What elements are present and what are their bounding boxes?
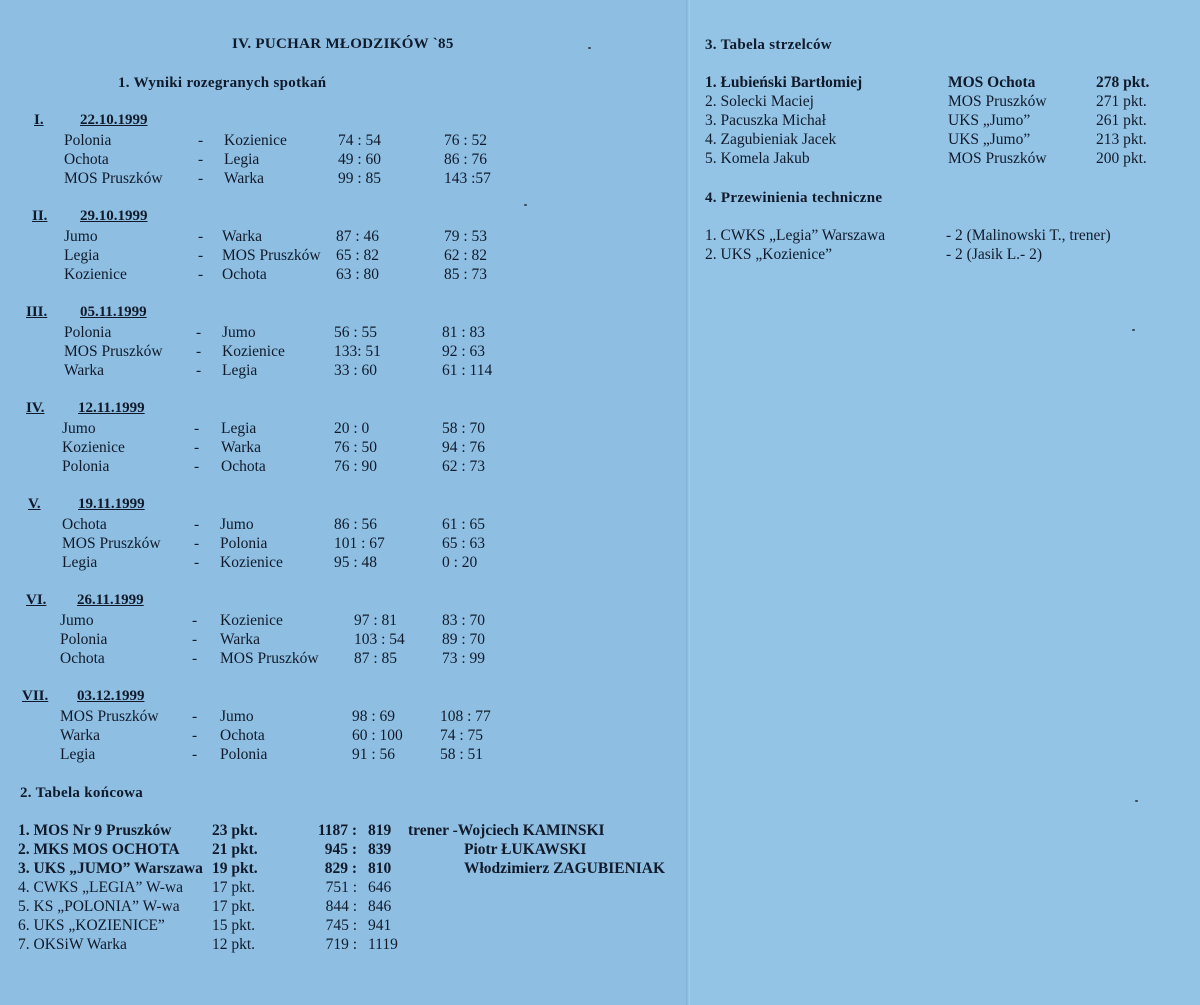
scorer-points: 200 pkt. xyxy=(1096,150,1147,167)
fouls-heading: 4. Przewinienia techniczne xyxy=(705,190,883,206)
scorer-club: MOS Pruszków xyxy=(948,93,1047,110)
match-score-first: 76 : 90 xyxy=(334,458,378,475)
standings-coach: Włodzimierz ZAGUBIENIAK xyxy=(464,860,666,877)
match-away-team: Kozienice xyxy=(220,612,283,629)
match-separator: - xyxy=(192,612,198,629)
match-away-team: Warka xyxy=(224,170,265,187)
standings-points: 17 pkt. xyxy=(212,879,256,896)
match-home-team: Jumo xyxy=(62,420,96,437)
round-date: 19.11.1999 xyxy=(78,496,145,512)
match-separator: - xyxy=(192,746,198,763)
match-away-team: Kozienice xyxy=(222,343,285,360)
standings-team: 1. MOS Nr 9 Pruszków xyxy=(18,822,172,839)
match-separator: - xyxy=(192,727,198,744)
scorer-club: UKS „Jumo” xyxy=(948,112,1031,129)
scorer-name: 3. Pacuszka Michał xyxy=(705,112,826,129)
scorer-points: 271 pkt. xyxy=(1096,93,1147,110)
match-score-first: 33 : 60 xyxy=(334,362,378,379)
page-fold xyxy=(686,0,690,1005)
match-separator: - xyxy=(198,170,204,187)
standings-points: 12 pkt. xyxy=(212,936,256,953)
match-separator: - xyxy=(194,420,200,437)
standings-team: 3. UKS „JUMO” Warszawa xyxy=(18,860,203,877)
match-score-second: 61 : 65 xyxy=(442,516,486,533)
speck-mark xyxy=(524,204,527,206)
round-number: I. xyxy=(34,112,44,128)
round-number: VI. xyxy=(26,592,47,608)
foul-detail: - 2 (Jasik L.- 2) xyxy=(946,246,1042,263)
match-score-second: 62 : 73 xyxy=(442,458,486,475)
match-score-first: 76 : 50 xyxy=(334,439,378,456)
match-away-team: Legia xyxy=(222,362,258,379)
match-away-team: MOS Pruszków xyxy=(220,650,319,667)
match-away-team: Warka xyxy=(221,439,262,456)
match-score-second: 65 : 63 xyxy=(442,535,486,552)
match-away-team: Jumo xyxy=(220,708,254,725)
standings-coach: Piotr ŁUKAWSKI xyxy=(464,841,587,858)
match-separator: - xyxy=(198,132,204,149)
match-score-second: 79 : 53 xyxy=(444,228,488,245)
match-away-team: Polonia xyxy=(220,746,268,763)
match-home-team: Polonia xyxy=(64,324,112,341)
speck-mark xyxy=(1135,800,1138,802)
standings-scored: 945 : xyxy=(324,841,357,858)
standings-lost: 646 xyxy=(368,879,392,896)
match-home-team: Polonia xyxy=(64,132,112,149)
round-date: 29.10.1999 xyxy=(80,208,148,224)
match-away-team: Ochota xyxy=(220,727,265,744)
match-score-first: 103 : 54 xyxy=(354,631,405,648)
results-heading: 1. Wyniki rozegranych spotkań xyxy=(118,75,327,91)
match-score-first: 133: 51 xyxy=(334,343,381,360)
match-away-team: Kozienice xyxy=(224,132,287,149)
standings-team: 4. CWKS „LEGIA” W-wa xyxy=(18,879,184,896)
match-home-team: Ochota xyxy=(60,650,105,667)
match-away-team: Kozienice xyxy=(220,554,283,571)
match-score-first: 63 : 80 xyxy=(336,266,380,283)
standings-team: 2. MKS MOS OCHOTA xyxy=(18,841,180,858)
round-date: 22.10.1999 xyxy=(80,112,148,128)
match-separator: - xyxy=(196,324,202,341)
match-score-first: 101 : 67 xyxy=(334,535,385,552)
match-score-second: 94 : 76 xyxy=(442,439,486,456)
standings-points: 17 pkt. xyxy=(212,898,256,915)
match-score-second: 0 : 20 xyxy=(442,554,478,571)
standings-lost: 839 xyxy=(368,841,392,858)
standings-scored: 844 : xyxy=(325,898,357,915)
match-home-team: Kozienice xyxy=(62,439,125,456)
match-score-second: 86 : 76 xyxy=(444,151,488,168)
standings-team: 5. KS „POLONIA” W-wa xyxy=(18,898,180,915)
match-separator: - xyxy=(198,228,204,245)
standings-coach: trener -Wojciech KAMINSKI xyxy=(408,822,605,839)
match-score-first: 99 : 85 xyxy=(338,170,382,187)
match-score-second: 81 : 83 xyxy=(442,324,486,341)
foul-detail: - 2 (Malinowski T., trener) xyxy=(946,227,1111,244)
round-date: 03.12.1999 xyxy=(77,688,145,704)
speck-mark xyxy=(1132,329,1135,331)
standings-scored: 745 : xyxy=(325,917,357,934)
match-score-second: 92 : 63 xyxy=(442,343,486,360)
match-score-second: 58 : 51 xyxy=(440,746,484,763)
scorer-name: 5. Komela Jakub xyxy=(705,150,810,167)
match-home-team: Warka xyxy=(64,362,105,379)
scorers-heading: 3. Tabela strzelców xyxy=(705,37,832,53)
match-score-first: 97 : 81 xyxy=(354,612,398,629)
match-home-team: Polonia xyxy=(62,458,110,475)
match-score-first: 49 : 60 xyxy=(338,151,382,168)
document-title: IV. PUCHAR MŁODZIKÓW `85 xyxy=(232,36,454,52)
round-date: 05.11.1999 xyxy=(80,304,147,320)
standings-scored: 751 : xyxy=(325,879,357,896)
match-home-team: Ochota xyxy=(64,151,109,168)
scorer-name: 2. Solecki Maciej xyxy=(705,93,814,110)
scorer-points: 261 pkt. xyxy=(1096,112,1147,129)
standings-team: 7. OKSiW Warka xyxy=(18,936,127,953)
foul-team: 2. UKS „Kozienice” xyxy=(705,246,832,263)
match-away-team: MOS Pruszków xyxy=(222,247,321,264)
match-separator: - xyxy=(194,554,200,571)
match-score-second: 89 : 70 xyxy=(442,631,486,648)
match-separator: - xyxy=(194,439,200,456)
standings-lost: 846 xyxy=(368,898,392,915)
match-score-first: 74 : 54 xyxy=(338,132,382,149)
match-score-second: 58 : 70 xyxy=(442,420,486,437)
match-home-team: Kozienice xyxy=(64,266,127,283)
match-away-team: Legia xyxy=(221,420,257,437)
standings-scored: 829 : xyxy=(324,860,357,877)
match-home-team: MOS Pruszków xyxy=(62,535,161,552)
match-separator: - xyxy=(198,247,204,264)
match-score-second: 61 : 114 xyxy=(442,362,493,379)
match-score-second: 83 : 70 xyxy=(442,612,486,629)
scorer-club: MOS Ochota xyxy=(948,74,1036,91)
match-score-first: 20 : 0 xyxy=(334,420,370,437)
match-separator: - xyxy=(194,535,200,552)
match-away-team: Ochota xyxy=(221,458,266,475)
match-away-team: Jumo xyxy=(222,324,256,341)
match-away-team: Warka xyxy=(222,228,263,245)
standings-points: 21 pkt. xyxy=(212,841,258,858)
match-score-second: 76 : 52 xyxy=(444,132,488,149)
match-separator: - xyxy=(194,516,200,533)
match-score-first: 60 : 100 xyxy=(352,727,403,744)
match-home-team: MOS Pruszków xyxy=(60,708,159,725)
match-score-first: 91 : 56 xyxy=(352,746,396,763)
match-score-first: 87 : 46 xyxy=(336,228,380,245)
speck-mark xyxy=(588,47,591,49)
standings-scored: 719 : xyxy=(325,936,357,953)
match-separator: - xyxy=(192,650,198,667)
match-score-second: 108 : 77 xyxy=(440,708,491,725)
round-number: IV. xyxy=(26,400,45,416)
match-away-team: Legia xyxy=(224,151,260,168)
scorer-name: 1. Łubieński Bartłomiej xyxy=(705,74,863,91)
standings-lost: 819 xyxy=(368,822,392,839)
match-score-first: 56 : 55 xyxy=(334,324,378,341)
match-separator: - xyxy=(196,362,202,379)
match-separator: - xyxy=(194,458,200,475)
match-away-team: Jumo xyxy=(220,516,254,533)
match-score-second: 143 :57 xyxy=(444,170,491,187)
scorer-points: 278 pkt. xyxy=(1096,74,1150,91)
scorer-name: 4. Zagubieniak Jacek xyxy=(705,131,837,148)
match-home-team: Polonia xyxy=(60,631,108,648)
standings-team: 6. UKS „KOZIENICE” xyxy=(18,917,165,934)
match-home-team: Warka xyxy=(60,727,101,744)
match-home-team: Legia xyxy=(62,554,98,571)
standings-scored: 1187 : xyxy=(317,822,357,839)
standings-heading: 2. Tabela końcowa xyxy=(20,785,144,801)
match-home-team: Legia xyxy=(60,746,96,763)
match-separator: - xyxy=(198,266,204,283)
round-date: 26.11.1999 xyxy=(77,592,144,608)
scorer-points: 213 pkt. xyxy=(1096,131,1147,148)
match-home-team: Legia xyxy=(64,247,100,264)
scorer-club: MOS Pruszków xyxy=(948,150,1047,167)
match-separator: - xyxy=(192,708,198,725)
match-score-first: 65 : 82 xyxy=(336,247,380,264)
round-number: V. xyxy=(28,496,41,512)
scorer-club: UKS „Jumo” xyxy=(948,131,1031,148)
standings-lost: 1119 xyxy=(368,936,398,953)
match-score-second: 85 : 73 xyxy=(444,266,488,283)
match-away-team: Polonia xyxy=(220,535,268,552)
match-score-second: 62 : 82 xyxy=(444,247,488,264)
standings-points: 23 pkt. xyxy=(212,822,258,839)
round-number: III. xyxy=(26,304,48,320)
match-home-team: Jumo xyxy=(64,228,98,245)
match-score-second: 74 : 75 xyxy=(440,727,484,744)
match-away-team: Ochota xyxy=(222,266,267,283)
standings-lost: 810 xyxy=(368,860,392,877)
standings-points: 15 pkt. xyxy=(212,917,256,934)
match-score-first: 95 : 48 xyxy=(334,554,378,571)
match-home-team: MOS Pruszków xyxy=(64,170,163,187)
round-number: VII. xyxy=(22,688,49,704)
match-score-first: 87 : 85 xyxy=(354,650,398,667)
match-home-team: MOS Pruszków xyxy=(64,343,163,360)
foul-team: 1. CWKS „Legia” Warszawa xyxy=(705,227,886,244)
match-separator: - xyxy=(198,151,204,168)
round-number: II. xyxy=(32,208,48,224)
match-score-first: 86 : 56 xyxy=(334,516,378,533)
match-score-first: 98 : 69 xyxy=(352,708,396,725)
match-home-team: Jumo xyxy=(60,612,94,629)
match-separator: - xyxy=(196,343,202,360)
match-separator: - xyxy=(192,631,198,648)
standings-points: 19 pkt. xyxy=(212,860,258,877)
match-score-second: 73 : 99 xyxy=(442,650,486,667)
match-home-team: Ochota xyxy=(62,516,107,533)
match-away-team: Warka xyxy=(220,631,261,648)
standings-lost: 941 xyxy=(368,917,392,934)
round-date: 12.11.1999 xyxy=(78,400,145,416)
